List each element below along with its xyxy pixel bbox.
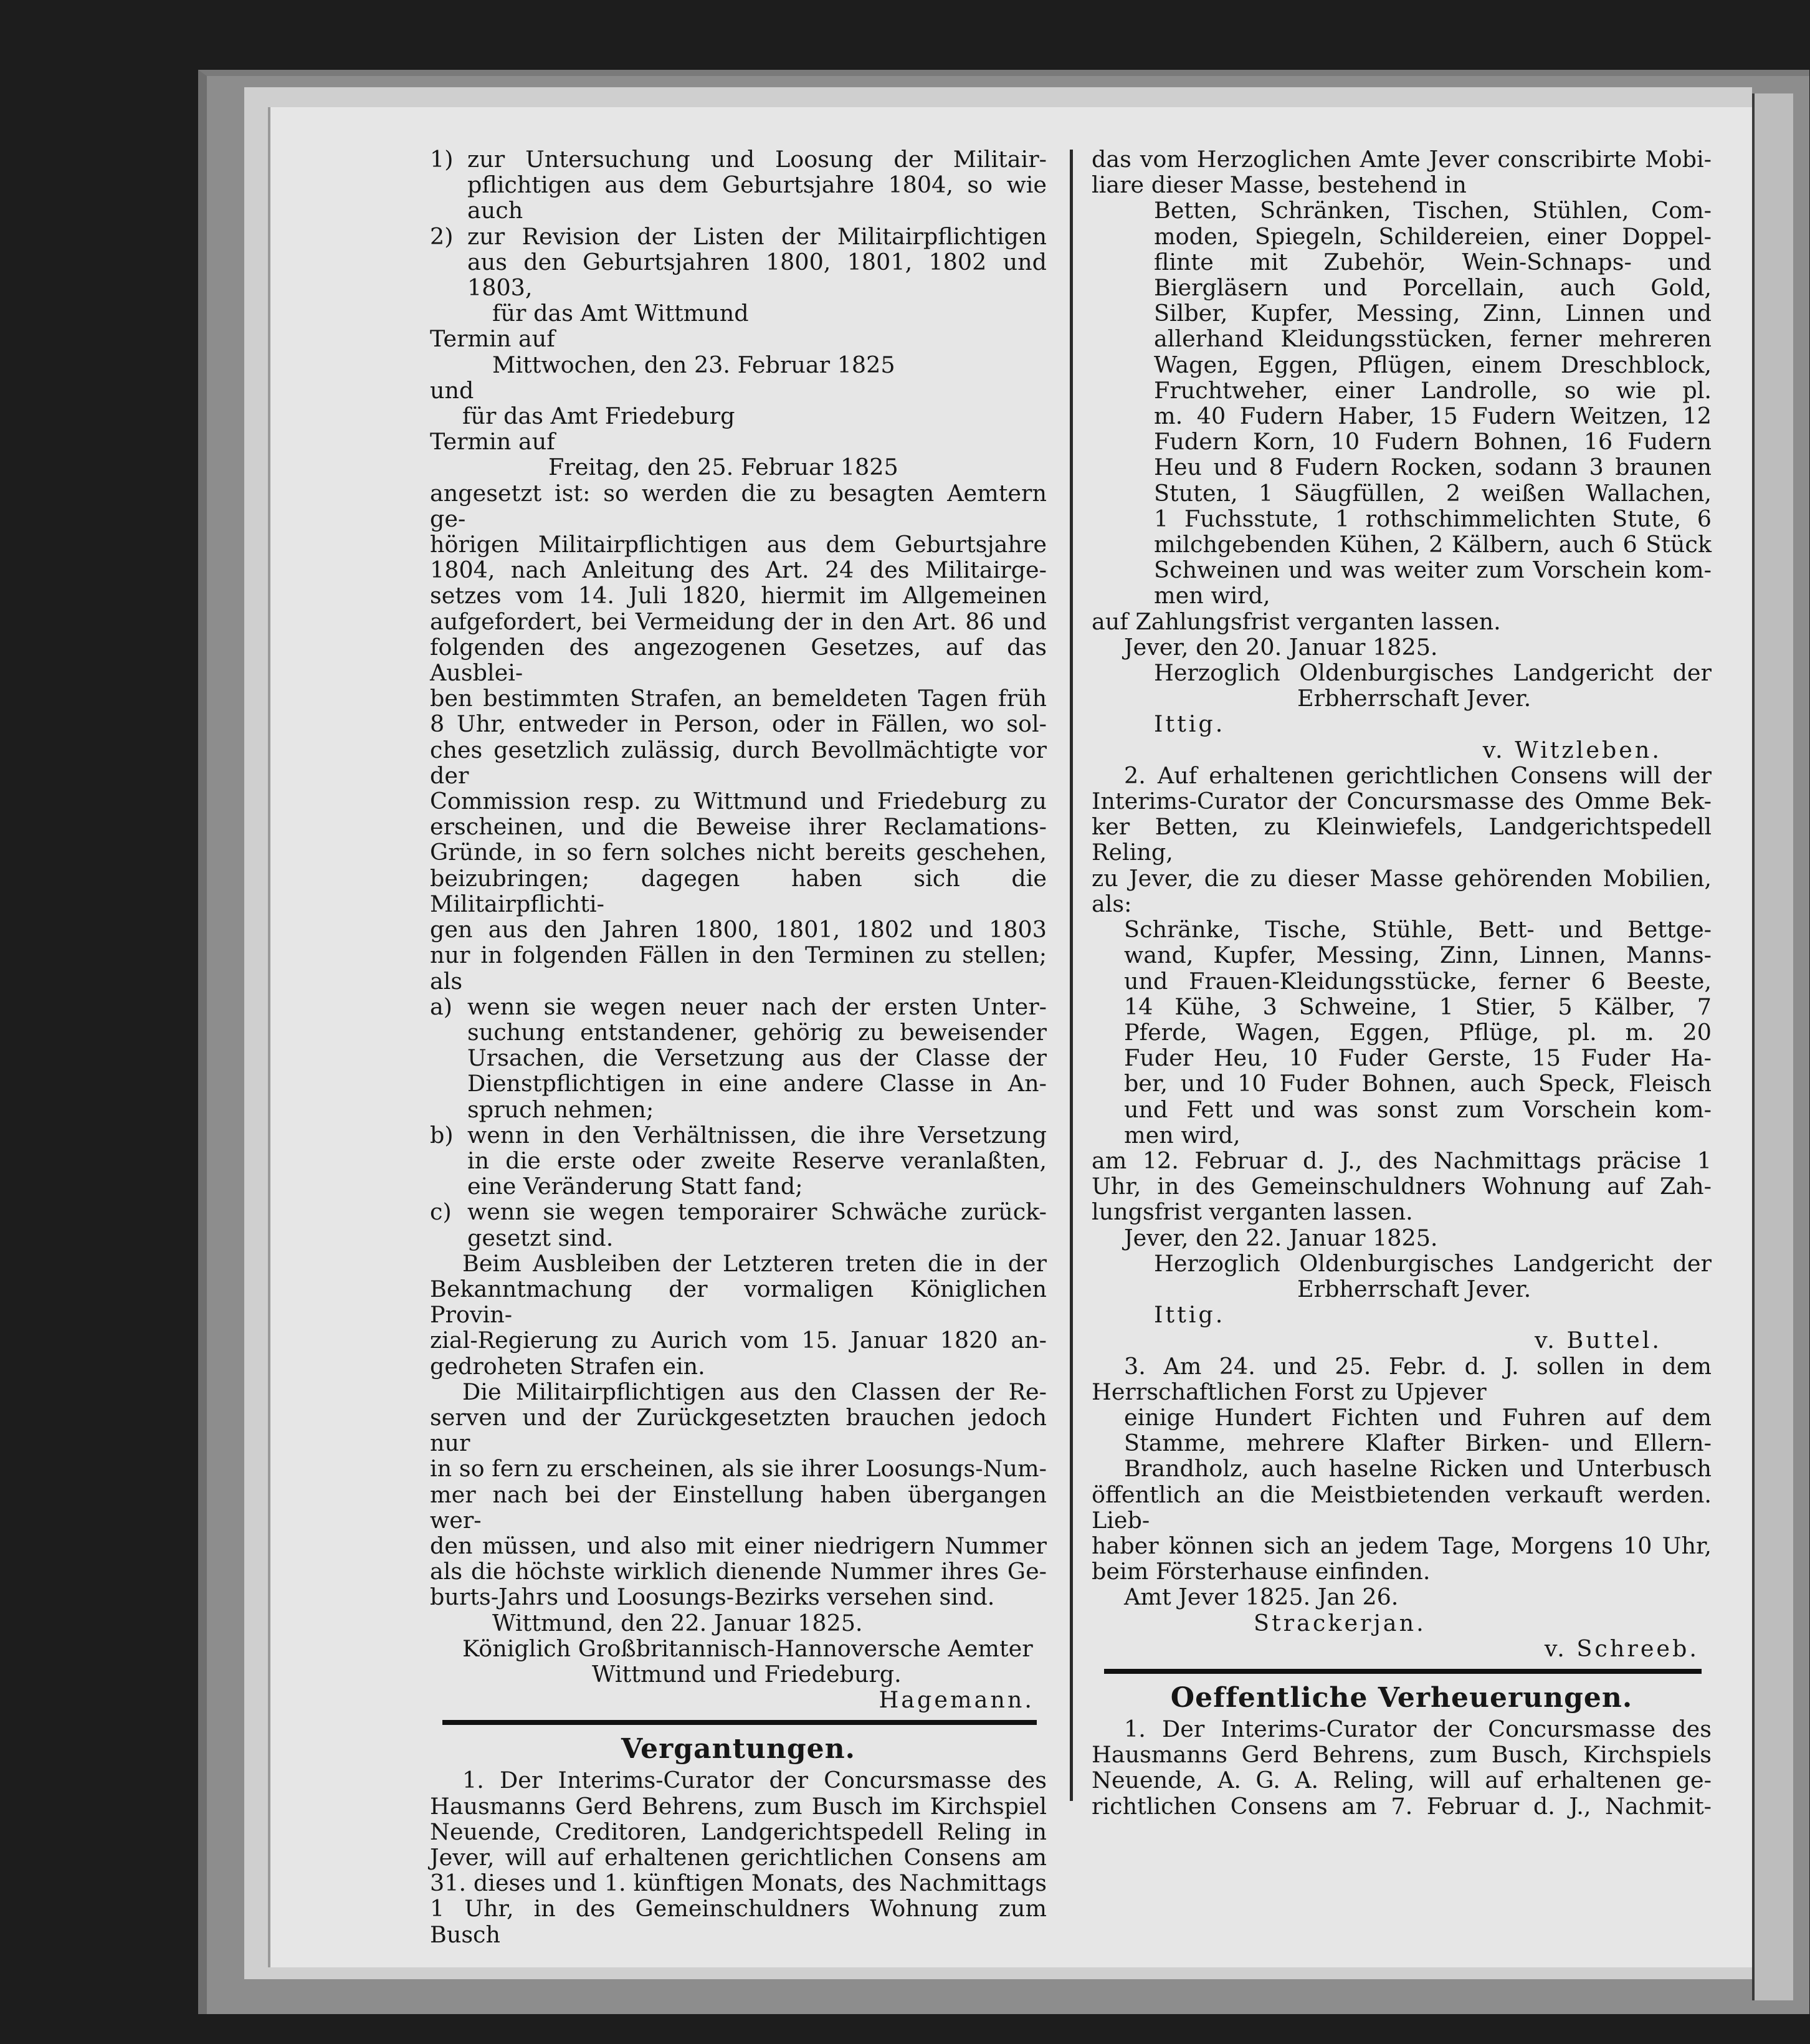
mobiliar-list-2: [1092, 917, 1712, 1148]
text-line: zial-Regierung zu Aurich vom 15. Januar 1820 an-: [430, 1327, 1047, 1354]
amt-wittmund: für das Amt Wittmund: [492, 300, 749, 327]
text-line: Schränke, Tische, Stühle, Bett- und Bettge-: [1124, 916, 1712, 943]
item-number: a): [430, 993, 453, 1020]
text-line: milchgebenden Kühen, 2 Kälbern, auch 6 Stück: [1154, 531, 1712, 558]
signature-buttel: v. Buttel.: [1534, 1327, 1662, 1354]
text-line: zu Jever, die zu dieser Masse gehörenden Mobilien,: [1092, 864, 1712, 892]
text-line: folgenden des angezogenen Gesetzes, auf das Ausblei-: [430, 633, 1047, 687]
list-item: [430, 146, 1047, 224]
text-line: den müssen, und also mit einer niedrigern Nummer: [430, 1532, 1047, 1559]
text-line: liare dieser Masse, bestehend in: [1092, 171, 1467, 199]
text-line: 2. Auf erhaltenen gerichtlichen Consens will der: [1124, 762, 1712, 789]
list-item: [430, 1199, 1047, 1250]
text-line: Hausmanns Gerd Behrens, zum Busch, Kirchspiels: [1092, 1741, 1712, 1769]
text-line: aus den Geburtsjahren 1800, 1801, 1802 und: [467, 248, 1047, 275]
section-divider: [1104, 1669, 1702, 1674]
text-line: spruch nehmen;: [467, 1096, 654, 1123]
entry-3: [1092, 1354, 1712, 1405]
text-line: setzes vom 14. Juli 1820, hiermit im Allgemeinen: [430, 582, 1047, 609]
column-rule: [1070, 150, 1073, 1801]
condition-items: [430, 994, 1047, 1251]
und-label: und: [430, 376, 474, 404]
authority-line-1: Königlich Großbritannisch-Hannoversche Aemter: [462, 1635, 1033, 1662]
entry-2: [1092, 763, 1712, 917]
court-line: Herzoglich Oldenburgisches Landgericht der: [1154, 659, 1712, 687]
closing-line: auf Zahlungsfrist verganten lassen.: [1092, 608, 1501, 635]
text-line: 1 Uhr, in des Gemeinschuldners Wohnung zum Busch: [430, 1895, 1047, 1948]
text-line: men wird,: [1154, 582, 1270, 609]
text-line: zur Untersuchung und Loosung der Militair-: [467, 146, 1047, 173]
item-body: [467, 994, 1047, 1122]
text-line: 1 Fuchsstute, 1 rothschimmelichten Stute, 6: [1154, 505, 1712, 532]
text-line: Stamme, mehrere Klafter Birken- und Ellern-: [1124, 1430, 1712, 1457]
list-item: [430, 1122, 1047, 1200]
text-line: ber, und 10 Fuder Bohnen, auch Speck, Fleisch: [1124, 1070, 1712, 1097]
text-line: in die erste oder zweite Reserve veranlaßten,: [467, 1147, 1047, 1174]
text-line: Wagen, Eggen, Pflügen, einem Dreschblock,: [1154, 351, 1712, 378]
reserve-paragraph: [430, 1379, 1047, 1610]
text-line: als:: [1092, 890, 1132, 917]
entry-3-closing: [1092, 1482, 1712, 1585]
vergantung-entry: [430, 1767, 1047, 1947]
text-line: Biergläsern und Porcellain, auch Gold,: [1154, 274, 1712, 302]
text-line: beim Försterhause einfinden.: [1092, 1558, 1431, 1585]
item-body: [467, 146, 1047, 224]
page-edge: [1752, 93, 1793, 2000]
recruitment-items: [430, 146, 1047, 300]
signature-ittig: Ittig.: [1154, 1301, 1226, 1329]
text-line: Betten, Schränken, Tischen, Stühlen, Com-: [1154, 197, 1712, 224]
termin-date-1: Mittwochen, den 23. Februar 1825: [492, 351, 895, 378]
text-line: gen aus den Jahren 1800, 1801, 1802 und 1803: [430, 916, 1047, 943]
text-line: men wird,: [1124, 1121, 1241, 1149]
text-line: Dienstpflichtigen in eine andere Classe in An-: [467, 1070, 1047, 1097]
place-date: Jever, den 20. Januar 1825.: [1124, 633, 1438, 661]
text-line: beizubringen; dagegen haben sich die Militairpflichti-: [430, 864, 1047, 917]
text-line: öffentlich an die Meistbietenden verkauft werden. Lieb-: [1092, 1481, 1712, 1534]
right-column: [1092, 146, 1712, 1819]
item-number: c): [430, 1198, 452, 1226]
amt-friedeburg: für das Amt Friedeburg: [462, 403, 735, 430]
item-number: 1): [430, 146, 454, 173]
text-line: 1804, nach Anleitung des Art. 24 des Militairge-: [430, 556, 1047, 584]
text-line: 1. Der Interims-Curator der Concursmasse des: [1124, 1715, 1712, 1742]
text-line: flinte mit Zubehör, Wein-Schnaps- und: [1154, 248, 1712, 275]
text-line: Silber, Kupfer, Messing, Zinn, Linnen und: [1154, 300, 1712, 327]
text-line: gesetzt sind.: [467, 1224, 614, 1251]
text-line: Gründe, in so fern solches nicht bereits geschehen,: [430, 839, 1047, 866]
text-line: Pferde, Wagen, Eggen, Pflüge, pl. m. 20: [1124, 1018, 1712, 1046]
text-line: einige Hundert Fichten und Fuhren auf dem: [1124, 1403, 1712, 1431]
text-line: Brandholz, auch haselne Ricken und Unterbusch: [1124, 1455, 1712, 1483]
text-line: Bekanntmachung der vormaligen Königlichen Provin-: [430, 1275, 1047, 1329]
text-line: serven und der Zurückgesetzten brauchen jedoch nur: [430, 1403, 1047, 1457]
item-body: [467, 1199, 1047, 1250]
termin-label: Termin auf: [430, 325, 555, 353]
text-line: ben bestimmten Strafen, an bemeldeten Tagen früh: [430, 685, 1047, 712]
text-line: Fudern Korn, 10 Fudern Bohnen, 16 Fudern: [1154, 428, 1712, 456]
text-line: wand, Kupfer, Messing, Zinn, Linnen, Manns-: [1124, 942, 1712, 969]
text-line: gedroheten Strafen ein.: [430, 1352, 705, 1380]
text-line: Die Militairpflichtigen aus den Classen der Re-: [462, 1378, 1047, 1405]
text-line: Hausmanns Gerd Behrens, zum Busch im Kirchspiel: [430, 1792, 1047, 1820]
timber-list: [1092, 1405, 1712, 1482]
text-line: wenn in den Verhältnissen, die ihre Versetzung: [467, 1121, 1047, 1149]
text-line: richtlichen Consens am 7. Februar d. J., Nachmit-: [1092, 1792, 1712, 1820]
text-line: angesetzt ist: so werden die zu besagten Aemtern ge-: [430, 479, 1047, 532]
signature-schreeb: v. Schreeb.: [1544, 1635, 1699, 1662]
text-line: 14 Kühe, 3 Schweine, 1 Stier, 5 Kälber, 7: [1124, 993, 1712, 1020]
text-line: Commission resp. zu Wittmund und Friedeburg zu: [430, 788, 1047, 815]
text-line: aufgefordert, bei Vermeidung der in den Art. 86 und: [430, 608, 1047, 635]
court-line: Herzoglich Oldenburgisches Landgericht der: [1154, 1249, 1712, 1277]
text-line: als die höchste wirklich dienende Nummer ihres Ge-: [430, 1558, 1047, 1585]
text-line: und Fett und was sonst zum Vorschein kom-: [1124, 1096, 1712, 1123]
text-line: Ursachen, die Versetzung aus der Classe der: [467, 1044, 1047, 1072]
text-line: 3. Am 24. und 25. Febr. d. J. sollen in dem: [1124, 1352, 1712, 1380]
text-line: zur Revision der Listen der Militairpflichtigen: [467, 222, 1047, 250]
item-body: [467, 224, 1047, 301]
text-line: Stuten, 1 Säugfüllen, 2 weißen Wallachen,: [1154, 479, 1712, 507]
text-line: 31. dieses und 1. künftigen Monats, des Nachmittags: [430, 1870, 1047, 1897]
text-line: Heu und 8 Fudern Rocken, sodann 3 braunen: [1154, 454, 1712, 481]
place-date: Wittmund, den 22. Januar 1825.: [492, 1609, 863, 1636]
text-line: das vom Herzoglichen Amte Jever conscribirte Mobi-: [1092, 146, 1712, 173]
signature-witzleben: v. Witzleben.: [1482, 736, 1662, 763]
place-date: Amt Jever 1825. Jan 26.: [1124, 1583, 1399, 1611]
text-line: 8 Uhr, entweder in Person, oder in Fällen, wo sol-: [430, 710, 1047, 738]
closing-paragraph: [1092, 1148, 1712, 1225]
text-line: Uhr, in des Gemeinschuldners Wohnung auf Zah-: [1092, 1173, 1712, 1200]
text-line: eine Veränderung Statt fand;: [467, 1173, 803, 1200]
text-line: haber können sich an jedem Tage, Morgens 10 Uhr,: [1092, 1532, 1712, 1559]
text-line: Neuende, Creditoren, Landgerichtspedell Reling in: [430, 1818, 1047, 1845]
text-line: Fruchtweher, einer Landrolle, so wie pl.: [1154, 376, 1712, 404]
list-item: [430, 994, 1047, 1122]
text-line: ches gesetzlich zulässig, durch Bevollmächtigte vor der: [430, 736, 1047, 789]
text-line: Beim Ausbleiben der Letzteren treten die in der: [462, 1249, 1047, 1277]
text-line: pflichtigen aus dem Geburtsjahre 1804, so wie: [467, 171, 1047, 199]
text-line: moden, Spiegeln, Schildereien, einer Doppel-: [1154, 222, 1712, 250]
text-line: und Frauen-Kleidungsstücke, ferner 6 Beeste,: [1124, 967, 1712, 995]
verheuerung-entry: [1092, 1716, 1712, 1819]
text-line: m. 40 Fudern Haber, 15 Fudern Weitzen, 12: [1154, 403, 1712, 430]
mobiliar-intro: [1092, 146, 1712, 198]
text-line: wenn sie wegen neuer nach der ersten Unter-: [467, 993, 1047, 1020]
court-line: Erbherrschaft Jever.: [1297, 1275, 1531, 1302]
section-divider: [442, 1720, 1037, 1725]
signature-hagemann: Hagemann.: [879, 1686, 1034, 1714]
court-line: Erbherrschaft Jever.: [1297, 685, 1531, 712]
item-number: 2): [430, 222, 454, 250]
text-line: Schweinen und was weiter zum Vorschein kom-: [1154, 556, 1712, 584]
text-line: burts-Jahrs und Loosungs-Bezirks versehen sind.: [430, 1583, 995, 1611]
termin-label: Termin auf: [430, 428, 555, 456]
text-line: mer nach bei der Einstellung haben übergangen wer-: [430, 1481, 1047, 1534]
text-line: in so fern zu erscheinen, als sie ihrer Loosungs-Num-: [430, 1455, 1047, 1483]
text-line: erscheinen, und die Beweise ihrer Reclamations-: [430, 813, 1047, 841]
text-line: Neuende, A. G. A. Reling, will auf erhaltenen ge-: [1092, 1767, 1712, 1794]
text-line: Interims-Curator der Concursmasse des Omme Bek-: [1092, 788, 1712, 815]
place-date: Jever, den 22. Januar 1825.: [1124, 1224, 1438, 1251]
text-line: auch: [467, 197, 523, 224]
authority-line-2: Wittmund und Friedeburg.: [592, 1660, 902, 1688]
text-line: als: [430, 967, 463, 995]
list-item: [430, 224, 1047, 301]
mobiliar-list-1: [1092, 198, 1712, 608]
text-line: hörigen Militairpflichtigen aus dem Geburtsjahre: [430, 531, 1047, 558]
termin-date-2: Freitag, den 25. Februar 1825: [548, 454, 898, 481]
signature-ittig: Ittig.: [1154, 710, 1226, 738]
text-line: suchung entstandener, gehörig zu beweisender: [467, 1018, 1047, 1046]
text-line: ker Betten, zu Kleinwiefels, Landgerichtspedell Reling,: [1092, 813, 1712, 866]
left-column: [430, 146, 1047, 1947]
penalty-paragraph: [430, 1251, 1047, 1379]
text-line: nur in folgenden Fällen in den Terminen zu stellen;: [430, 942, 1047, 969]
text-line: wenn sie wegen temporairer Schwäche zurück-: [467, 1198, 1047, 1226]
item-body: [467, 1122, 1047, 1200]
text-line: Herrschaftlichen Forst zu Upjever: [1092, 1378, 1487, 1405]
text-line: am 12. Februar d. J., des Nachmittags präcise 1: [1092, 1147, 1712, 1174]
text-line: allerhand Kleidungsstücken, ferner mehreren: [1154, 325, 1712, 353]
section-title-verheuerungen: Oeffentliche Verheuerungen.: [1170, 1681, 1633, 1714]
signature-strackerjan: Strackerjan.: [1254, 1609, 1426, 1636]
item-number: b): [430, 1121, 454, 1149]
text-line: 1803,: [467, 274, 533, 302]
text-line: Jever, will auf erhaltenen gerichtlichen Consens am: [430, 1844, 1047, 1871]
section-title-vergantungen: Vergantungen.: [621, 1733, 855, 1765]
announcement-paragraph: [430, 480, 1047, 994]
text-line: Fuder Heu, 10 Fuder Gerste, 15 Fuder Ha-: [1124, 1044, 1712, 1072]
text-line: lungsfrist verganten lassen.: [1092, 1198, 1413, 1226]
text-line: 1. Der Interims-Curator der Concursmasse des: [462, 1767, 1047, 1794]
